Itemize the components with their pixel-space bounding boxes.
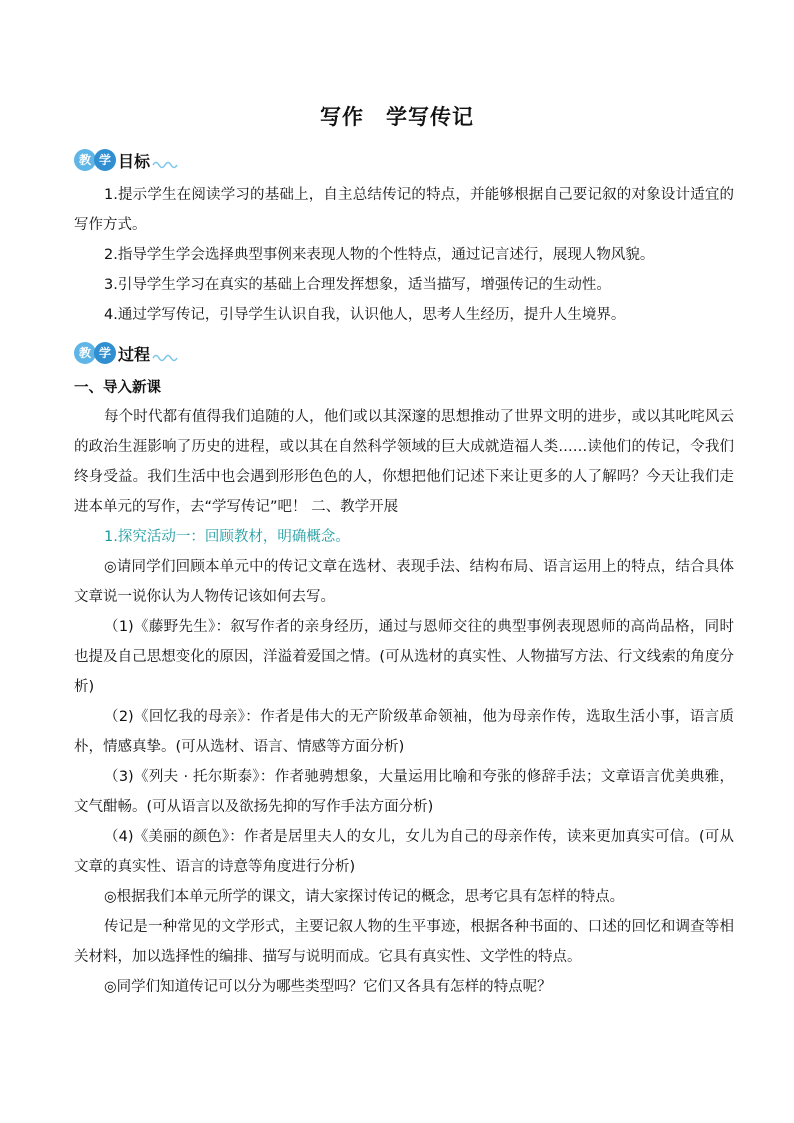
example-2: （2)《回忆我的母亲》：作者是伟大的无产阶级革命领袖，他为母亲作传，选取生活小事，语言质朴，情感真挚。(可从选材、语言、情感等方面分析)	[74, 709, 734, 755]
badge-char-2: 学	[94, 149, 116, 171]
example-3: （3)《列夫 · 托尔斯泰》：作者驰骋想象，大量运用比喻和夸张的修辞手法；文章语言优美典雅，文气酣畅。(可从语言以及欲扬先抑的写作手法方面分析)	[74, 769, 734, 815]
wave-decoration-icon	[152, 352, 180, 362]
badge-char-1: 教	[74, 342, 96, 364]
intro-paragraph: 每个时代都有值得我们追随的人，他们或以其深邃的思想推动了世界文明的进步，或以其叱咤风云的政治生涯影响了历史的进程，或以其在自然科学领域的巨大成就造福人类……读他们的传记，令我们终身受益。我们生活中也会遇到形形色色的人，你想把他们记述下来让更多的人了解吗？今天让我们走进本单元的写作，去“学写传记”吧！ 二、教学开展	[74, 409, 734, 515]
goal-item-4: 4.通过学写传记，引导学生认识自我，认识他人，思考人生经历，提升人生境界。	[104, 307, 626, 323]
example-1: （1)《藤野先生》：叙写作者的亲身经历，通过与恩师交往的典型事例表现恩师的高尚品格，同时也提及自己思想变化的原因，洋溢着爱国之情。(可从选材的真实性、人物描写方法、行文线索的角度分析)	[74, 619, 734, 695]
goals-heading	[74, 147, 180, 173]
wave-decoration-icon	[152, 159, 180, 169]
question-2: ◎根据我们本单元所学的课文，请大家探讨传记的概念，思考它具有怎样的特点。	[104, 889, 625, 905]
badge-char-1: 教	[74, 149, 96, 171]
question-1: ◎请同学们回顾本单元中的传记文章在选材、表现手法、结构布局、语言运用上的特点，结合具体文章说一说你认为人物传记该如何去写。	[74, 559, 734, 605]
question-3: ◎同学们知道传记可以分为哪些类型吗？它们又各具有怎样的特点呢？	[104, 979, 552, 995]
definition-paragraph: 传记是一种常见的文学形式，主要记叙人物的生平事迹，根据各种书面的、口述的回忆和调查等相关材料，加以选择性的编排、描写与说明而成。它具有真实性、文学性的特点。	[74, 919, 734, 965]
goal-item-2: 2.指导学生学会选择典型事例来表现人物的个性特点，通过记言述行，展现人物风貌。	[104, 247, 655, 263]
badge-char-2: 学	[94, 342, 116, 364]
process-badge	[74, 342, 114, 364]
goal-item-3: 3.引导学生学习在真实的基础上合理发挥想象，适当描写，增强传记的生动性。	[104, 277, 611, 293]
goals-heading-text: 目标	[118, 151, 151, 171]
process-heading-text: 过程	[118, 344, 151, 364]
example-4: （4)《美丽的颜色》：作者是居里夫人的女儿，女儿为自己的母亲作传，读来更加真实可信。(可从文章的真实性、语言的诗意等角度进行分析)	[74, 829, 734, 875]
goal-item-1: 1.提示学生在阅读学习的基础上，自主总结传记的特点，并能够根据自己要记叙的对象设计适宜的写作方式。	[74, 187, 734, 233]
document-title: 写作 学写传记	[320, 105, 474, 129]
process-heading	[74, 340, 180, 366]
goals-badge	[74, 149, 114, 171]
section-title-1: 一、导入新课	[74, 380, 161, 396]
activity-1: 1.探究活动一：回顾教材，明确概念。	[104, 529, 350, 545]
